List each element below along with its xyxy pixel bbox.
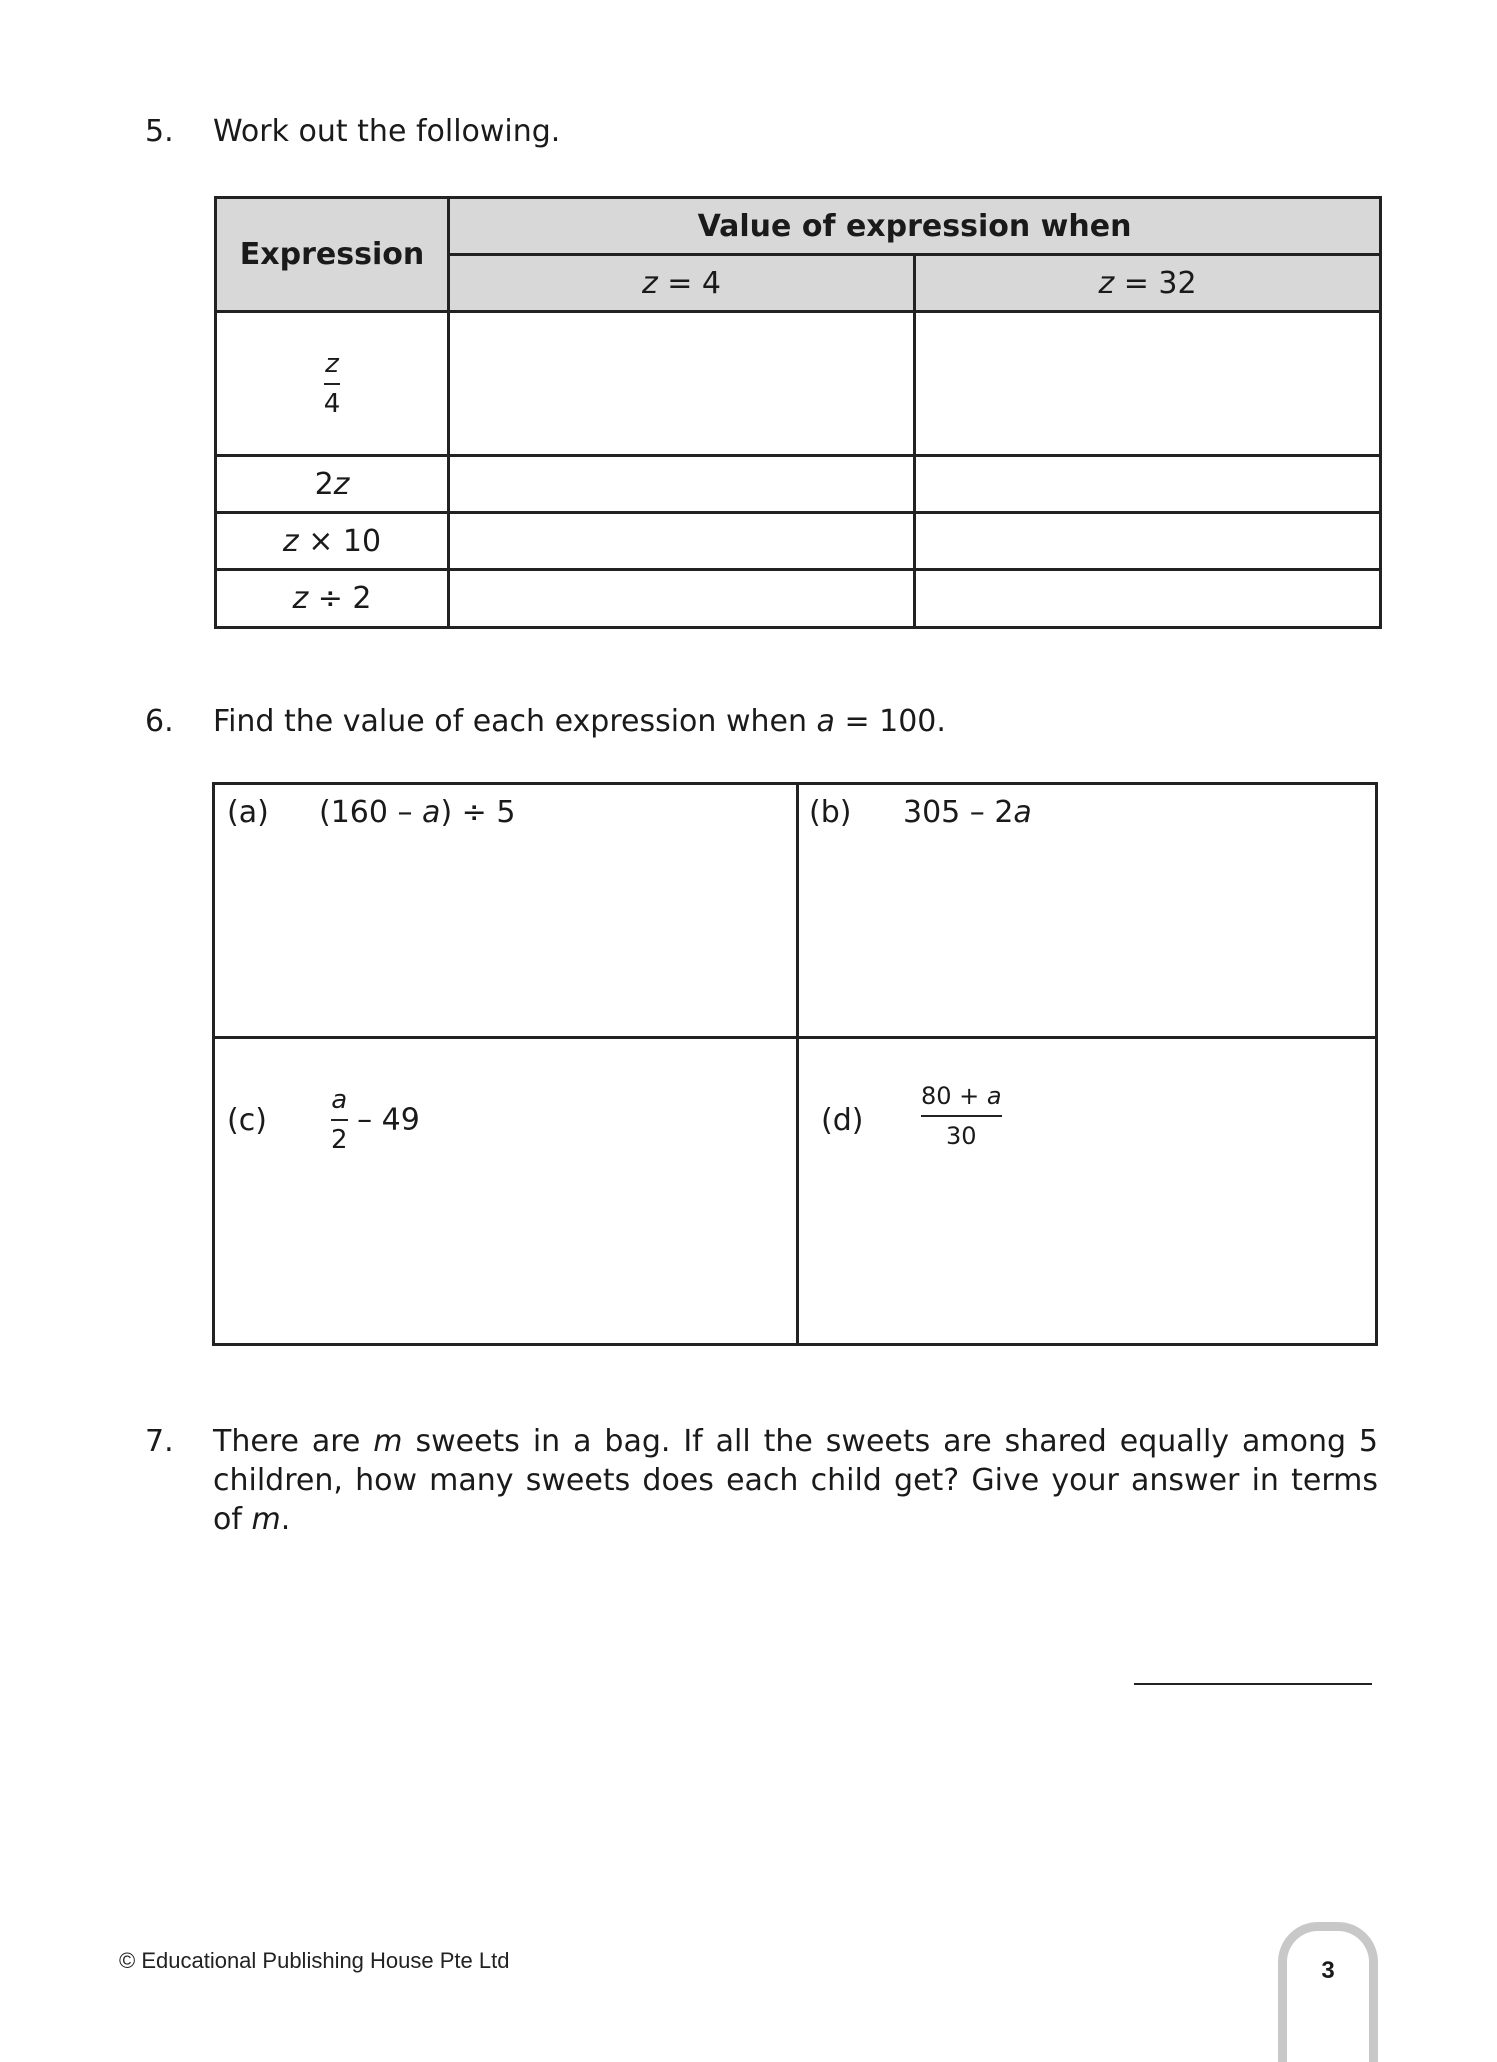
part-a-label: (a) xyxy=(227,795,269,830)
part-c-expression: $\frac{a}{2}$ – 49 xyxy=(331,1085,420,1155)
question-text: Find the value of each expression when a = 100. xyxy=(213,704,946,739)
grid-divider xyxy=(215,1036,1375,1039)
answer-cell[interactable] xyxy=(449,456,915,513)
answer-cell[interactable] xyxy=(915,456,1381,513)
header-value: Value of expression when xyxy=(449,198,1381,255)
answer-line[interactable] xyxy=(1134,1683,1372,1685)
page-number: 3 xyxy=(1321,1957,1335,1984)
answer-cell[interactable] xyxy=(915,513,1381,570)
part-d-label: (d) xyxy=(821,1103,864,1138)
question-text: There are m sweets in a bag. If all the sweets are shared equally among 5 children, how many sweets does each child get? Give your answer in terms of m. xyxy=(213,1424,1379,1537)
answer-cell[interactable] xyxy=(449,513,915,570)
copyright-notice: © Educational Publishing House Pte Ltd xyxy=(119,1948,510,1973)
part-a-expression: (160 – a) ÷ 5 xyxy=(319,795,516,830)
answer-cell[interactable] xyxy=(449,570,915,628)
page-tab xyxy=(1278,1922,1378,2062)
expression-z-over-4: $\frac{z}{4}$ xyxy=(216,312,449,456)
question-number: 5. xyxy=(145,114,174,149)
expression-table xyxy=(214,196,1382,629)
part-b-label: (b) xyxy=(809,795,852,830)
answer-cell[interactable] xyxy=(915,312,1381,456)
expression-z-times-10: z × 10 xyxy=(216,513,449,570)
grid-divider xyxy=(796,785,799,1343)
question-number: 7. xyxy=(145,1424,174,1459)
part-d-expression: $\frac{80 + a}{30}$ xyxy=(921,1082,1002,1150)
answer-cell[interactable] xyxy=(449,312,915,456)
header-z-32: z = 32 xyxy=(915,255,1381,312)
part-c-label: (c) xyxy=(227,1103,267,1138)
answer-cell[interactable] xyxy=(915,570,1381,628)
question-number: 6. xyxy=(145,704,174,739)
header-z-4: z = 4 xyxy=(449,255,915,312)
expression-2z: 2z xyxy=(216,456,449,513)
working-grid xyxy=(212,782,1378,1346)
question-text: Work out the following. xyxy=(213,114,561,149)
part-b-expression: 305 – 2a xyxy=(903,795,1032,830)
expression-z-div-2: z ÷ 2 xyxy=(216,570,449,628)
header-expression: Expression xyxy=(216,198,449,312)
